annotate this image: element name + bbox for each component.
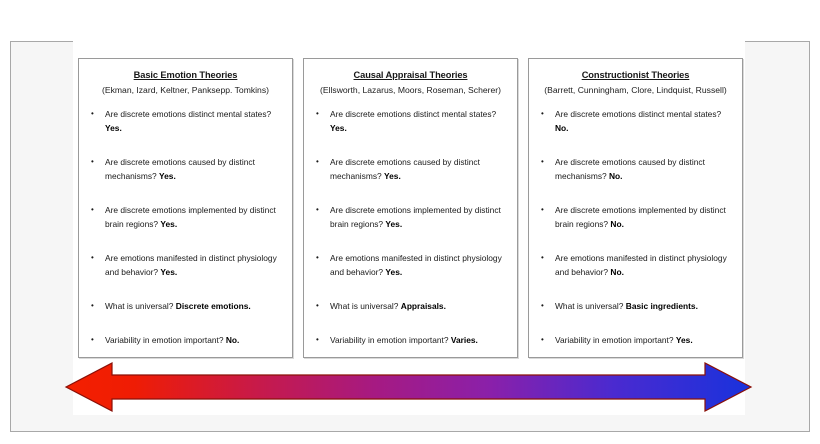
column-title: Constructionist Theories <box>581 70 690 80</box>
bullet-answer: No. <box>555 123 569 134</box>
bullet-dot-icon: • <box>541 157 544 167</box>
bullet-dot-icon: • <box>91 157 94 167</box>
bullet-question: Are emotions manifested in distinct physiology and behavior? <box>555 253 727 277</box>
list-item <box>88 252 283 279</box>
bullet-question: What is universal? <box>555 301 624 312</box>
bullet-answer: Yes. <box>385 218 403 229</box>
bullet-dot-icon: • <box>316 301 319 311</box>
bullet-question: Are discrete emotions distinct mental states? <box>105 109 272 120</box>
bullet-dot-icon: • <box>91 335 94 345</box>
bullet-question: What is universal? <box>330 301 399 312</box>
bullet-question: Are discrete emotions caused by distinct mechanisms? <box>105 157 255 181</box>
theory-column-constructionist <box>528 58 743 358</box>
bullet-dot-icon: • <box>541 109 544 119</box>
theory-column-causal-appraisal <box>303 58 518 358</box>
bullet-answer: Appraisals. <box>400 301 446 312</box>
bullet-question: Are discrete emotions distinct mental states? <box>330 109 497 120</box>
bullet-answer: No. <box>610 218 624 229</box>
column-authors: (Ekman, Izard, Keltner, Panksepp. Tomkins) <box>101 84 269 95</box>
bullet-dot-icon: • <box>541 253 544 263</box>
list-item <box>313 108 508 135</box>
bullet-dot-icon: • <box>316 253 319 263</box>
list-item <box>538 334 733 348</box>
bullet-question: Are emotions manifested in distinct physiology and behavior? <box>105 253 277 277</box>
bullet-answer: Yes. <box>330 123 347 134</box>
bullet-question: Are discrete emotions caused by distinct mechanisms? <box>330 157 480 181</box>
column-authors: (Ellsworth, Lazarus, Moors, Roseman, Scherer) <box>319 84 501 95</box>
bullet-question: Variability in emotion important? <box>555 335 674 346</box>
list-item <box>538 252 733 279</box>
bullet-question: What is universal? <box>105 301 174 312</box>
double-headed-arrow-icon <box>64 361 753 413</box>
column-authors: (Barrett, Cunningham, Clore, Lindquist, Russell) <box>544 84 727 95</box>
column-bullet-list <box>88 108 283 349</box>
theory-column-basic-emotion <box>78 58 293 358</box>
bullet-answer: No. <box>609 170 623 181</box>
bullet-dot-icon: • <box>316 205 319 215</box>
list-item <box>313 252 508 279</box>
bullet-dot-icon: • <box>91 301 94 311</box>
column-bullet-list <box>538 108 733 349</box>
bullet-answer: Yes. <box>384 170 401 181</box>
bullet-answer: Basic ingredients. <box>625 301 698 312</box>
column-header <box>313 69 508 96</box>
bullet-answer: Yes. <box>160 218 178 229</box>
column-title: Causal Appraisal Theories <box>353 70 468 80</box>
bullet-question: Variability in emotion important? <box>105 335 224 346</box>
bullet-dot-icon: • <box>316 109 319 119</box>
list-item <box>538 156 733 183</box>
bullet-answer: No. <box>225 335 240 346</box>
list-item <box>88 204 283 231</box>
list-item <box>538 204 733 231</box>
bullet-dot-icon: • <box>541 301 544 311</box>
bullet-dot-icon: • <box>316 335 319 345</box>
theory-columns-row <box>78 58 743 358</box>
list-item <box>88 156 283 183</box>
list-item <box>313 204 508 231</box>
bullet-dot-icon: • <box>541 335 544 345</box>
bullet-question: Are discrete emotions implemented by distinct brain regions? <box>330 205 501 229</box>
bullet-question: Are discrete emotions implemented by distinct brain regions? <box>555 205 726 229</box>
column-header <box>88 69 283 96</box>
bullet-answer: Discrete emotions. <box>175 301 251 312</box>
column-title: Basic Emotion Theories <box>133 70 238 80</box>
list-item <box>88 300 283 314</box>
continuum-arrow <box>64 361 753 413</box>
bullet-answer: Varies. <box>450 335 478 346</box>
bullet-dot-icon: • <box>91 205 94 215</box>
bullet-answer: No. <box>610 266 624 277</box>
bullet-answer: Yes. <box>675 335 693 346</box>
bullet-question: Are emotions manifested in distinct physiology and behavior? <box>330 253 502 277</box>
bullet-answer: Yes. <box>160 266 178 277</box>
column-header <box>538 69 733 96</box>
list-item <box>313 156 508 183</box>
bullet-question: Are discrete emotions implemented by distinct brain regions? <box>105 205 276 229</box>
list-item <box>538 300 733 314</box>
bullet-answer: Yes. <box>159 170 176 181</box>
bullet-dot-icon: • <box>316 157 319 167</box>
bullet-answer: Yes. <box>105 123 122 134</box>
list-item <box>88 334 283 348</box>
bullet-question: Are discrete emotions distinct mental states? <box>555 109 722 120</box>
column-bullet-list <box>313 108 508 349</box>
list-item <box>88 108 283 135</box>
bullet-dot-icon: • <box>91 253 94 263</box>
bullet-answer: Yes. <box>385 266 403 277</box>
list-item <box>538 108 733 135</box>
bullet-dot-icon: • <box>91 109 94 119</box>
bullet-dot-icon: • <box>541 205 544 215</box>
list-item <box>313 334 508 348</box>
list-item <box>313 300 508 314</box>
bullet-question: Variability in emotion important? <box>330 335 449 346</box>
bullet-question: Are discrete emotions caused by distinct mechanisms? <box>555 157 705 181</box>
